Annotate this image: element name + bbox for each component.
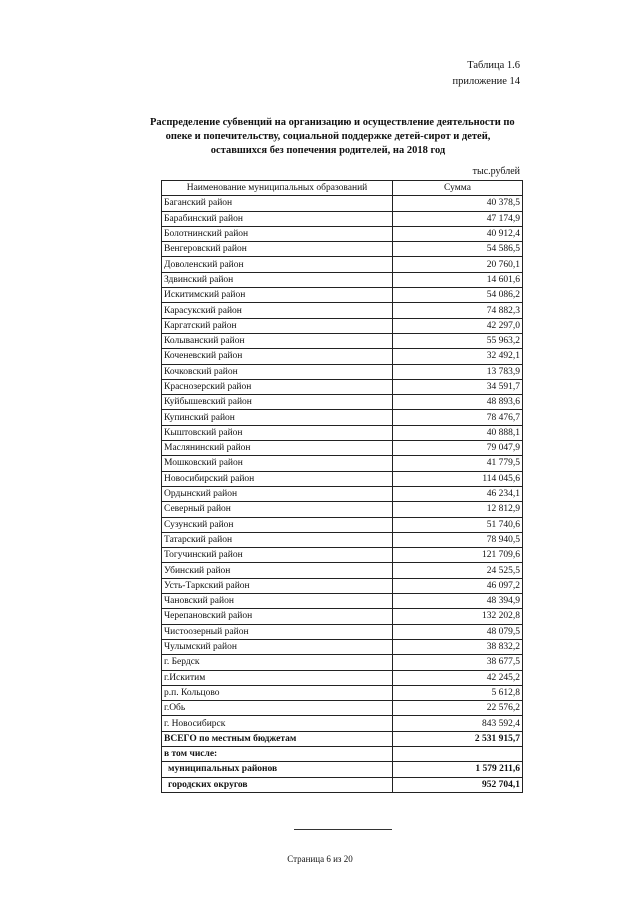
subsidy-amount: 843 592,4 [393, 716, 523, 731]
subsidy-amount: 40 888,1 [393, 425, 523, 440]
table-row [162, 318, 523, 333]
table-row [162, 196, 523, 211]
table-row [162, 578, 523, 593]
table-row [162, 441, 523, 456]
table-header-row [162, 181, 523, 196]
subsidy-amount: 46 097,2 [393, 578, 523, 593]
subsidy-amount: 42 297,0 [393, 318, 523, 333]
subsidy-amount: 51 740,6 [393, 517, 523, 532]
table-row [162, 226, 523, 241]
subsidy-amount: 34 591,7 [393, 379, 523, 394]
total-value: 2 531 915,7 [393, 731, 523, 746]
subsidy-amount: 13 783,9 [393, 364, 523, 379]
table-row [162, 303, 523, 318]
subsidy-amount: 78 940,5 [393, 532, 523, 547]
subsidy-amount: 38 677,5 [393, 655, 523, 670]
table-row [162, 502, 523, 517]
appendix-label: приложение 14 [452, 76, 520, 87]
municipality-name: Куйбышевский район [162, 395, 393, 410]
municipality-name: Чистоозерный район [162, 624, 393, 639]
column-header-sum: Сумма [393, 181, 523, 196]
subsidy-amount: 48 893,6 [393, 395, 523, 410]
including-row [162, 746, 523, 761]
municipality-name: Карасукский район [162, 303, 393, 318]
subsidy-amount: 38 832,2 [393, 639, 523, 654]
municipality-name: Убинский район [162, 563, 393, 578]
subsidy-amount: 46 234,1 [393, 486, 523, 501]
subsidy-amount: 40 378,5 [393, 196, 523, 211]
table-row [162, 288, 523, 303]
subsidy-table [161, 180, 523, 793]
subsidy-amount: 114 045,6 [393, 471, 523, 486]
subsidy-amount: 48 079,5 [393, 624, 523, 639]
subsidy-amount: 24 525,5 [393, 563, 523, 578]
subsidy-amount: 79 047,9 [393, 441, 523, 456]
table-row [162, 609, 523, 624]
municipality-name: Чановский район [162, 594, 393, 609]
table-row [162, 257, 523, 272]
municipality-name: Черепановский район [162, 609, 393, 624]
municipality-name: Колыванский район [162, 333, 393, 348]
subsidy-amount: 54 586,5 [393, 242, 523, 257]
municipality-name: г.Искитим [162, 670, 393, 685]
municipality-name: Каргатский район [162, 318, 393, 333]
subtotal-label: городских округов [162, 777, 393, 792]
including-label: в том числе: [162, 746, 393, 761]
table-row [162, 716, 523, 731]
table-number: Таблица 1.6 [467, 60, 520, 71]
subtotal-row-districts [162, 762, 523, 777]
title-line: опеке и попечительству, социальной поддержке детей-сирот и детей, [165, 131, 491, 142]
column-header-name: Наименование муниципальных образований [162, 181, 393, 196]
table-row [162, 456, 523, 471]
table-row [162, 349, 523, 364]
municipality-name: г. Бердск [162, 655, 393, 670]
municipality-name: г. Новосибирск [162, 716, 393, 731]
municipality-name: Искитимский район [162, 288, 393, 303]
including-empty [393, 746, 523, 761]
municipality-name: Ордынский район [162, 486, 393, 501]
municipality-name: Чулымский район [162, 639, 393, 654]
table-row [162, 364, 523, 379]
table-row [162, 486, 523, 501]
table-row [162, 242, 523, 257]
municipality-name: Болотнинский район [162, 226, 393, 241]
municipality-name: Здвинский район [162, 272, 393, 287]
subsidy-amount: 12 812,9 [393, 502, 523, 517]
subsidy-amount: 48 394,9 [393, 594, 523, 609]
title-line: Распределение субвенций на организацию и осуществление деятельности по [150, 117, 515, 128]
document-title [150, 116, 515, 158]
municipality-name: Кыштовский район [162, 425, 393, 440]
table-row [162, 272, 523, 287]
subsidy-amount: 47 174,9 [393, 211, 523, 226]
total-row [162, 731, 523, 746]
table-row [162, 395, 523, 410]
municipality-name: Тогучинский район [162, 548, 393, 563]
total-label: ВСЕГО по местным бюджетам [162, 731, 393, 746]
municipality-name: Маслянинский район [162, 441, 393, 456]
footer-divider [294, 829, 392, 830]
subsidy-amount: 5 612,8 [393, 685, 523, 700]
municipality-name: Доволенский район [162, 257, 393, 272]
units-label: тыс.рублей [472, 166, 520, 177]
table-row [162, 639, 523, 654]
subsidy-amount: 55 963,2 [393, 333, 523, 348]
table-row [162, 685, 523, 700]
municipality-name: Баганский район [162, 196, 393, 211]
subsidy-amount: 32 492,1 [393, 349, 523, 364]
subsidy-amount: 22 576,2 [393, 701, 523, 716]
table-row [162, 548, 523, 563]
subsidy-amount: 132 202,8 [393, 609, 523, 624]
title-line: оставшихся без попечения родителей, на 2018 год [210, 145, 446, 156]
subsidy-amount: 41 779,5 [393, 456, 523, 471]
table-row [162, 471, 523, 486]
municipality-name: Татарский район [162, 532, 393, 547]
municipality-name: Усть-Таркский район [162, 578, 393, 593]
subsidy-amount: 54 086,2 [393, 288, 523, 303]
table-row [162, 410, 523, 425]
table-row [162, 425, 523, 440]
municipality-name: р.п. Кольцово [162, 685, 393, 700]
municipality-name: Венгеровский район [162, 242, 393, 257]
subsidy-amount: 121 709,6 [393, 548, 523, 563]
table-row [162, 670, 523, 685]
subtotal-label: муниципальных районов [162, 762, 393, 777]
municipality-name: Краснозерский район [162, 379, 393, 394]
municipality-name: Новосибирский район [162, 471, 393, 486]
table-row [162, 517, 523, 532]
municipality-name: Коченевский район [162, 349, 393, 364]
subsidy-amount: 78 476,7 [393, 410, 523, 425]
subtotal-row-cities [162, 777, 523, 792]
subtotal-value: 952 704,1 [393, 777, 523, 792]
table-row [162, 594, 523, 609]
municipality-name: Северный район [162, 502, 393, 517]
page-number: Страница 6 из 20 [287, 854, 353, 864]
table-row [162, 655, 523, 670]
subsidy-amount: 20 760,1 [393, 257, 523, 272]
municipality-name: г.Обь [162, 701, 393, 716]
subsidy-amount: 42 245,2 [393, 670, 523, 685]
table-row [162, 379, 523, 394]
municipality-name: Барабинский район [162, 211, 393, 226]
municipality-name: Купинский район [162, 410, 393, 425]
subtotal-value: 1 579 211,6 [393, 762, 523, 777]
table-row [162, 532, 523, 547]
table-row [162, 701, 523, 716]
municipality-name: Сузунский район [162, 517, 393, 532]
table-row [162, 211, 523, 226]
municipality-name: Кочковский район [162, 364, 393, 379]
table-row [162, 333, 523, 348]
table-row [162, 563, 523, 578]
subsidy-amount: 14 601,6 [393, 272, 523, 287]
table-row [162, 624, 523, 639]
municipality-name: Мошковский район [162, 456, 393, 471]
subsidy-amount: 40 912,4 [393, 226, 523, 241]
subsidy-amount: 74 882,3 [393, 303, 523, 318]
